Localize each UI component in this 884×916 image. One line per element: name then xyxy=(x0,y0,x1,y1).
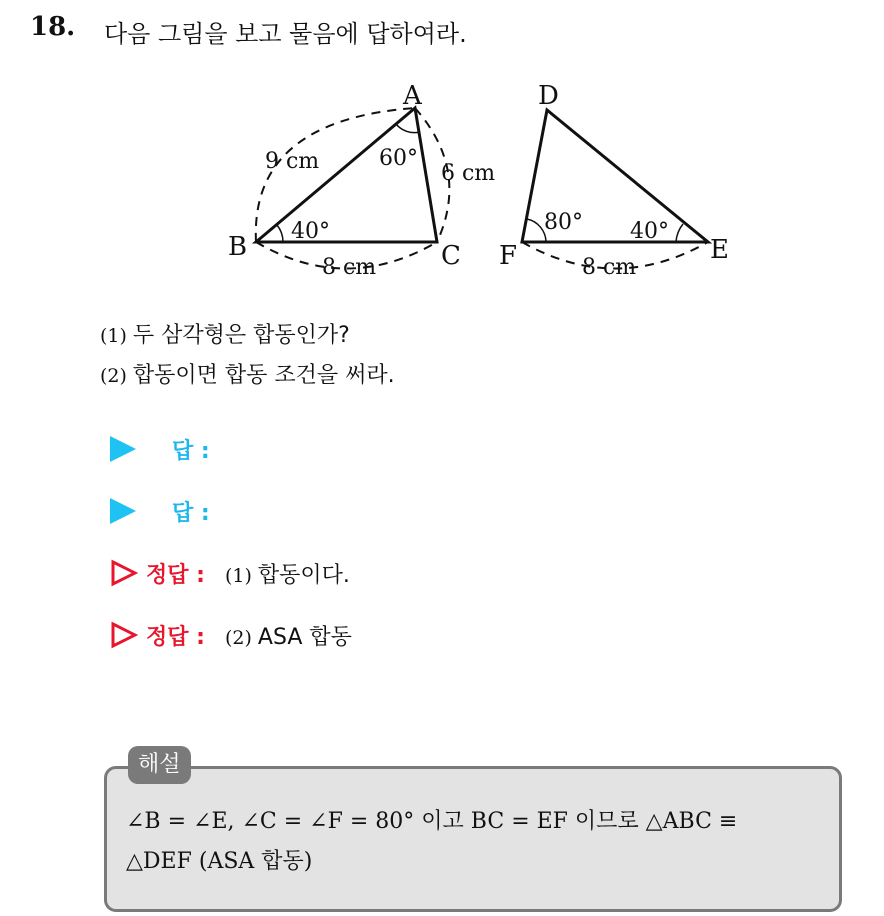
correct-answer-row-2 xyxy=(110,618,352,652)
explanation-line-2: △DEF (ASA 합동) xyxy=(126,849,313,874)
answer-arrow-icon xyxy=(110,498,136,524)
sub-question-2 xyxy=(100,358,395,389)
vertex-b: B xyxy=(228,232,248,262)
sub-question-1-text: 두 삼각형은 합동인가? xyxy=(132,323,350,348)
side-bc-label: 8 cm xyxy=(322,255,377,280)
vertex-c: C xyxy=(441,241,461,271)
question-text: 다음 그림을 보고 물음에 답하여라. xyxy=(104,20,467,48)
sub-question-2-number: (2) xyxy=(100,365,127,387)
correct-answer-2 xyxy=(225,620,352,651)
vertex-a: A xyxy=(403,81,422,111)
vertex-e: E xyxy=(710,235,729,265)
angle-b-label: 40° xyxy=(291,219,330,244)
correct-answer-2-text: ASA 합동 xyxy=(257,624,352,650)
side-fe-label: 8 cm xyxy=(582,255,637,280)
sub-question-1 xyxy=(100,318,350,349)
hollow-arrow-icon xyxy=(110,621,138,649)
side-ac-label: 6 cm xyxy=(441,161,496,186)
triangle-figure xyxy=(0,0,884,300)
answer-row-1[interactable] xyxy=(110,432,210,466)
hollow-arrow-icon xyxy=(110,559,138,587)
correct-answer-1-text: 합동이다. xyxy=(257,562,350,588)
correct-answer-1 xyxy=(225,558,350,589)
triangle-abc-outline xyxy=(256,108,437,242)
correct-answer-1-number: (1) xyxy=(224,564,252,587)
correct-answer-row-1 xyxy=(110,556,350,590)
side-ab-label: 9 cm xyxy=(265,149,320,174)
answer-label-2: 답 : xyxy=(172,500,210,526)
vertex-d: D xyxy=(538,81,559,111)
correct-label-2: 정답 : xyxy=(146,624,205,650)
triangle-abc xyxy=(228,81,495,280)
sub-question-1-number: (1) xyxy=(100,325,127,347)
explanation-text xyxy=(126,802,836,882)
correct-label-1: 정답 : xyxy=(146,562,205,588)
question-number: 18. xyxy=(30,12,76,42)
answer-label-1: 답 : xyxy=(172,438,210,464)
answer-arrow-icon xyxy=(110,436,136,462)
explanation-tab: 해설 xyxy=(128,746,191,784)
angle-f-label: 80° xyxy=(544,210,583,235)
angle-e-arc xyxy=(676,224,683,242)
angle-a-label: 60° xyxy=(379,146,418,171)
triangle-def xyxy=(499,81,729,280)
sub-question-2-text: 합동이면 합동 조건을 써라. xyxy=(132,363,395,388)
angle-b-arc xyxy=(277,225,283,242)
correct-answer-2-number: (2) xyxy=(224,626,252,649)
answer-row-2[interactable] xyxy=(110,494,210,528)
angle-e-label: 40° xyxy=(630,219,669,244)
explanation-line-1: ∠B = ∠E, ∠C = ∠F = 80° 이고 BC = EF 이므로 △ABC ≡ xyxy=(126,809,738,834)
vertex-f: F xyxy=(499,241,518,271)
